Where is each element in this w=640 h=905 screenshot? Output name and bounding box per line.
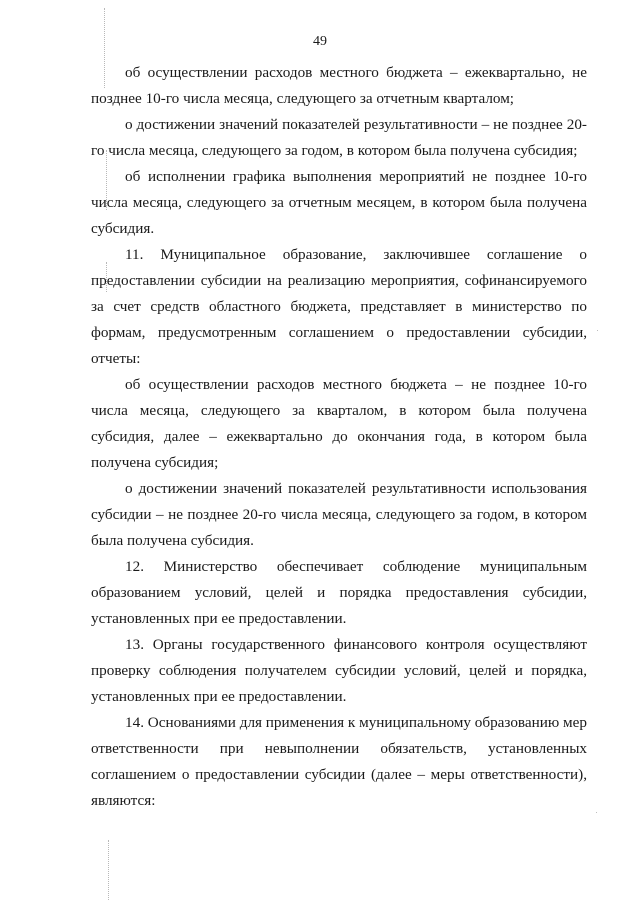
- scan-artifact: [108, 840, 109, 900]
- scan-artifact: [597, 330, 598, 331]
- scan-artifact: [596, 812, 597, 813]
- paragraph: 13. Органы государственного финансового контроля осуществляют проверку соблюдения получателем субсидии условий, целей и порядка, установленных при ее предоставлении.: [91, 636, 587, 705]
- paragraph: о достижении значений показателей результативности – не позднее 20-го числа месяца, следующего за годом, в котором была получена субсидия;: [91, 116, 587, 159]
- paragraph: о достижении значений показателей результативности использования субсидии – не позднее 20-го числа месяца, следующего за годом, в котором была получена субсидия.: [91, 480, 587, 549]
- paragraph: 14. Основаниями для применения к муниципальному образованию мер ответственности при невыполнении обязательств, установленных соглашением о предоставлении субсидии (далее – меры ответственности), являются:: [91, 714, 587, 809]
- paragraph: об осуществлении расходов местного бюджета – не позднее 10-го числа месяца, следующего за кварталом, в котором была получена субсидия, далее – ежеквартально до окончания года, в котором была получена субсидия;: [91, 376, 587, 471]
- paragraph: об осуществлении расходов местного бюджета – ежеквартально, не позднее 10-го числа месяца, следующего за отчетным кварталом;: [91, 64, 587, 107]
- document-body: [91, 60, 587, 814]
- paragraph: 11. Муниципальное образование, заключившее соглашение о предоставлении субсидии на реализацию мероприятия, софинансируемого за счет средств областного бюджета, представляет в министерство по формам, предусмотренным соглашением о предоставлении субсидии, отчеты:: [91, 246, 587, 367]
- page-number: 49: [313, 34, 327, 49]
- paragraph: 12. Министерство обеспечивает соблюдение муниципальным образованием условий, целей и порядка предоставления субсидии, установленных при ее предоставлении.: [91, 558, 587, 627]
- paragraph: об исполнении графика выполнения мероприятий не позднее 10-го числа месяца, следующего за отчетным месяцем, в котором была получена субсидия.: [91, 168, 587, 237]
